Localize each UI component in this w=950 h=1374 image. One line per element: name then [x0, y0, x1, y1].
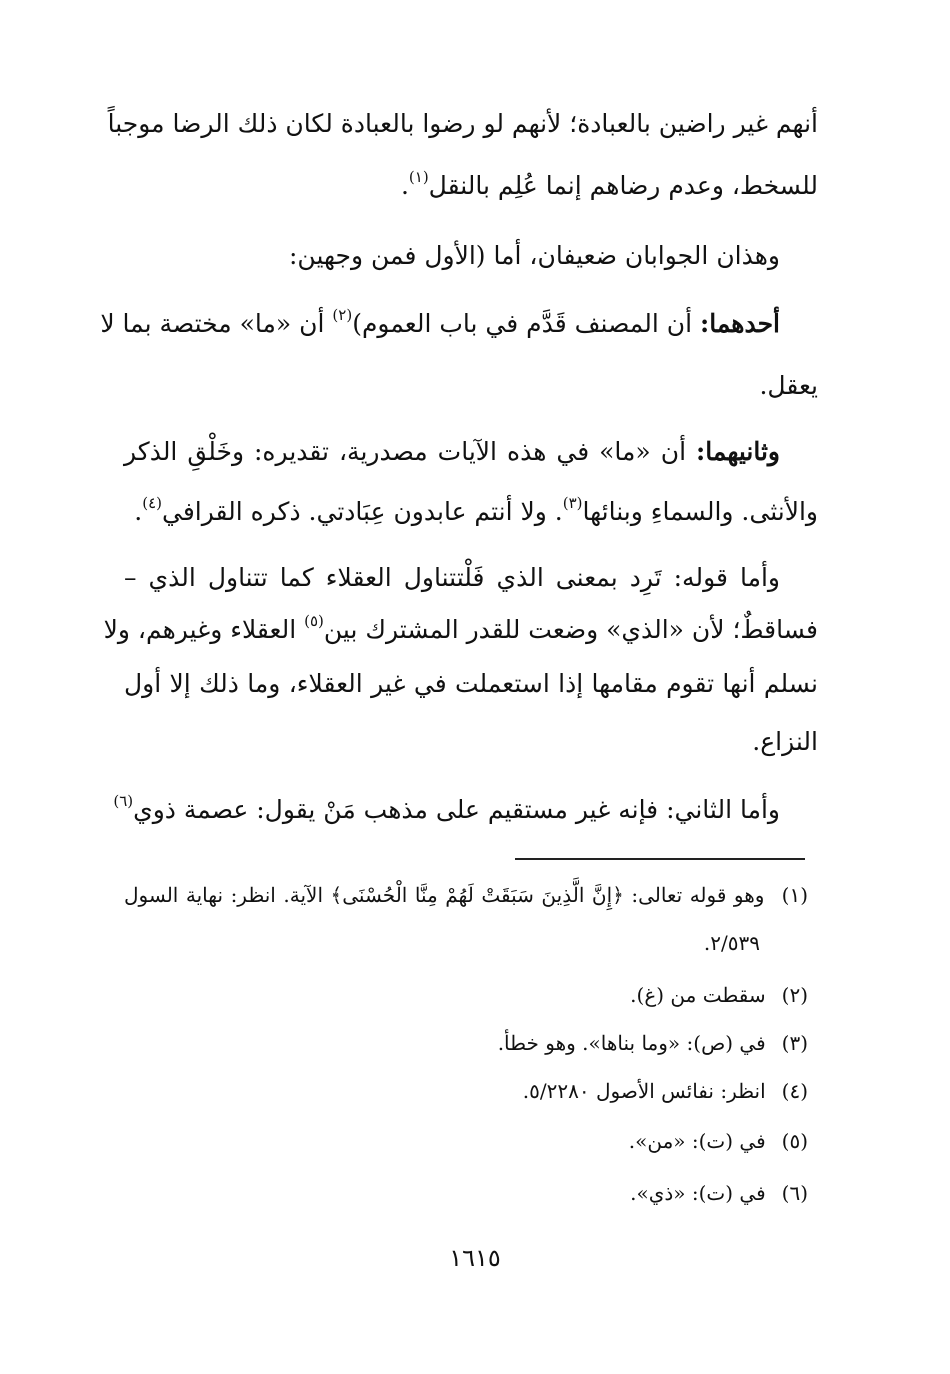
body-text: . ولا أنتم عابدون عِبَادتي. ذكره القرافي — [161, 497, 563, 526]
body-text: والأنثى. والسماءِ وبنائها — [582, 497, 818, 526]
footnote — [630, 980, 808, 1010]
footnote-number: (٤) — [781, 1079, 808, 1103]
body-line — [401, 168, 818, 204]
paragraph-label: أحدهما: — [699, 309, 780, 338]
body-text: أن المصنف قَدَّم في باب العموم) — [352, 309, 693, 338]
footnote-ref: (٤) — [142, 494, 162, 512]
footnote-number: (١) — [781, 883, 809, 907]
body-line: النزاع. — [752, 727, 818, 756]
paragraph-label: وثانيهما: — [696, 437, 781, 466]
body-line — [113, 792, 780, 828]
footnote — [498, 1028, 808, 1058]
footnote-continuation: ٢/٥٣٩. — [703, 931, 760, 955]
footnote — [630, 1178, 808, 1208]
footnote — [124, 880, 808, 910]
body-text: فساقطٌ؛ لأن «الذي» وضعت للقدر المشترك بين — [323, 615, 818, 644]
body-text: . — [400, 171, 409, 200]
footnote-ref: (٦) — [113, 792, 134, 810]
footnote-text: سقطت من (غ). — [630, 983, 766, 1007]
footnote-number: (٢) — [781, 983, 808, 1007]
footnote-text: انظر: نفائس الأصول ٥/٢٢٨٠. — [522, 1079, 766, 1103]
footnote-ref: (٣) — [562, 494, 583, 512]
body-line: وهذان الجوابان ضعيفان، أما (الأول فمن وجهين: — [288, 241, 780, 270]
footnote — [523, 1076, 808, 1106]
body-text: أن «ما» مختصة بما لا — [100, 309, 325, 338]
body-line — [103, 612, 818, 648]
footnote-text: في (ت): «من». — [628, 1129, 766, 1153]
body-line: أنهم غير راضين بالعبادة؛ لأنهم لو رضوا بالعبادة لكان ذلك الرضا موجباً — [107, 109, 818, 138]
footnote — [629, 1126, 808, 1156]
footnote-text: في (ت): «ذي». — [630, 1181, 766, 1205]
body-line — [100, 306, 780, 342]
footnote-text: وهو قوله تعالى: ﴿إِنَّ الَّذِينَ سَبَقَتْ لَهُمْ مِنَّا الْحُسْنَى﴾ الآية. انظر: نهاية السول — [124, 883, 765, 907]
body-line — [124, 434, 780, 470]
footnote-text: في (ص): «وما بناها». وهو خطأ. — [497, 1031, 766, 1055]
footnote-number: (٥) — [781, 1129, 808, 1153]
footnote-ref: (٢) — [332, 306, 353, 324]
footnote-ref: (١) — [408, 168, 429, 186]
footnote-number: (٣) — [781, 1031, 808, 1055]
body-text: أن «ما» في هذه الآيات مصدرية، تقديره: وخَلْقِ الذكر — [124, 437, 687, 466]
body-line: يعقل. — [759, 371, 818, 400]
body-text: . — [134, 497, 143, 526]
body-text: للسخط، وعدم رضاهم إنما عُلِم بالنقل — [428, 171, 818, 200]
body-line — [134, 494, 818, 530]
footnote-ref: (٥) — [304, 612, 324, 630]
body-line: وأما قوله: تَرِد بمعنى الذي فَلْتتناول العقلاء كما تتناول الذي – — [124, 563, 780, 592]
body-text: وأما الثاني: فإنه غير مستقيم على مذهب مَنْ يقول: عصمة ذوي — [133, 795, 780, 824]
body-line: نسلم أنها تقوم مقامها إذا استعملت في غير العقلاء، وما ذلك إلا أول — [124, 669, 818, 698]
footnote-separator — [515, 858, 805, 860]
page-number: ١٦١٥ — [449, 1244, 501, 1272]
body-text: العقلاء وغيرهم، ولا — [103, 615, 297, 644]
footnote-number: (٦) — [781, 1181, 808, 1205]
